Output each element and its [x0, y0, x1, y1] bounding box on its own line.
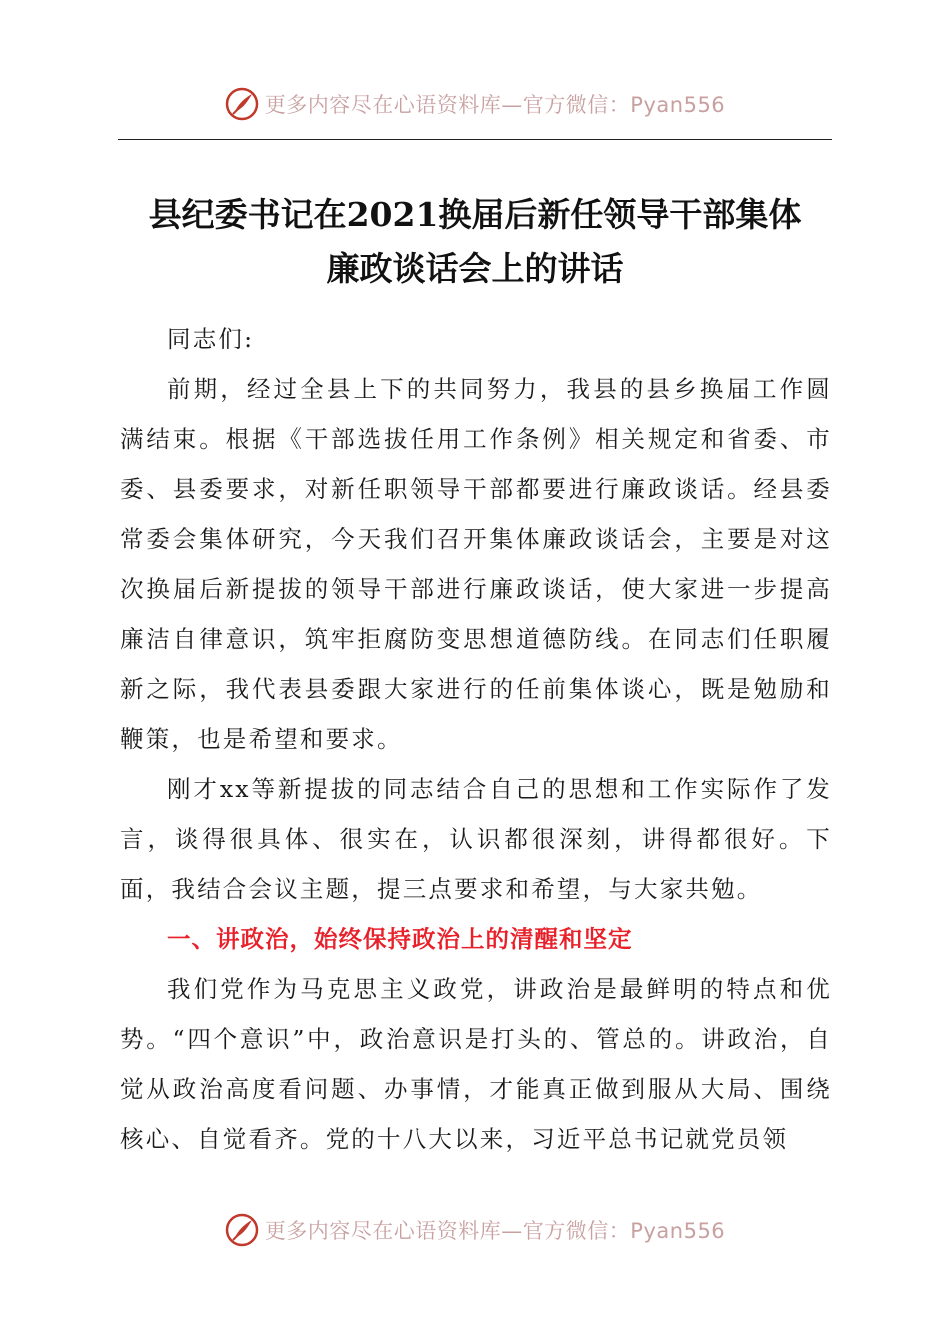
header-watermark-banner [0, 84, 950, 124]
section-heading: 一、讲政治，始终保持政治上的清醒和坚定 [167, 925, 633, 953]
header-divider [118, 139, 832, 140]
document-title [80, 188, 870, 296]
title-line-1: 县纪委书记在2021换届后新任领导干部集体 [148, 195, 802, 234]
footer-watermark-banner [0, 1210, 950, 1250]
watermark-text: 更多内容尽在心语资料库—官方微信：Pyan556 [264, 1219, 726, 1243]
quill-logo-icon [225, 87, 259, 121]
quill-logo-icon [225, 1213, 259, 1247]
paragraph: 刚才xx等新提拔的同志结合自己的思想和工作实际作了发言，谈得很具体、很实在，认识都很深刻，讲得都很好。下面，我结合会议主题，提三点要求和希望，与大家共勉。 [120, 775, 832, 903]
document-body [120, 314, 832, 1164]
paragraph: 我们党作为马克思主义政党，讲政治是最鲜明的特点和优势。“四个意识”中，政治意识是打头的、管总的。讲政治，自觉从政治高度看问题、办事情，才能真正做到服从大局、围绕核心、自觉看齐。党的十八大以来，习近平总书记就党员领 [120, 975, 832, 1153]
watermark-text: 更多内容尽在心语资料库—官方微信：Pyan556 [264, 93, 726, 117]
salutation: 同志们: [167, 325, 255, 353]
paragraph: 前期，经过全县上下的共同努力，我县的县乡换届工作圆满结束。根据《干部选拔任用工作条例》相关规定和省委、市委、县委要求，对新任职领导干部都要进行廉政谈话。经县委常委会集体研究，今天我们召开集体廉政谈话会，主要是对这次换届后新提拔的领导干部进行廉政谈话，使大家进一步提高廉洁自律意识，筑牢拒腐防变思想道德防线。在同志们任职履新之际，我代表县委跟大家进行的任前集体谈心，既是勉励和鞭策，也是希望和要求。 [120, 375, 832, 753]
title-line-2: 廉政谈话会上的讲话 [326, 249, 624, 288]
